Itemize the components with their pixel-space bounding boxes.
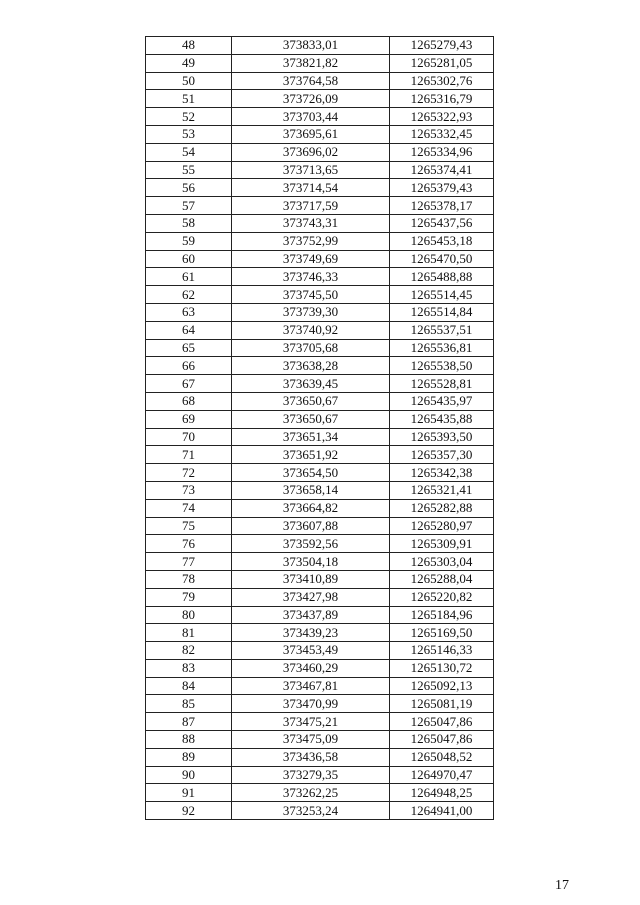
y-coordinate-cell: 1265514,84 — [390, 303, 494, 321]
x-coordinate-cell: 373475,21 — [232, 713, 390, 731]
table-row — [146, 606, 494, 624]
x-coordinate-cell: 373705,68 — [232, 339, 390, 357]
table-row — [146, 37, 494, 55]
point-number-cell: 61 — [146, 268, 232, 286]
y-coordinate-cell: 1265047,86 — [390, 713, 494, 731]
y-coordinate-cell: 1265342,38 — [390, 464, 494, 482]
y-coordinate-cell: 1265184,96 — [390, 606, 494, 624]
table-row — [146, 499, 494, 517]
y-coordinate-cell: 1264948,25 — [390, 784, 494, 802]
table-row — [146, 357, 494, 375]
point-number-cell: 78 — [146, 570, 232, 588]
x-coordinate-cell: 373650,67 — [232, 410, 390, 428]
y-coordinate-cell: 1265048,52 — [390, 748, 494, 766]
point-number-cell: 73 — [146, 481, 232, 499]
y-coordinate-cell: 1265393,50 — [390, 428, 494, 446]
table-row — [146, 481, 494, 499]
y-coordinate-cell: 1265092,13 — [390, 677, 494, 695]
table-row — [146, 642, 494, 660]
y-coordinate-cell: 1265280,97 — [390, 517, 494, 535]
x-coordinate-cell: 373752,99 — [232, 232, 390, 250]
y-coordinate-cell: 1265537,51 — [390, 321, 494, 339]
table-row — [146, 232, 494, 250]
table-row — [146, 713, 494, 731]
table-row — [146, 428, 494, 446]
x-coordinate-cell: 373592,56 — [232, 535, 390, 553]
point-number-cell: 53 — [146, 125, 232, 143]
y-coordinate-cell: 1265321,41 — [390, 481, 494, 499]
y-coordinate-cell: 1265379,43 — [390, 179, 494, 197]
point-number-cell: 88 — [146, 731, 232, 749]
x-coordinate-cell: 373650,67 — [232, 392, 390, 410]
y-coordinate-cell: 1265435,97 — [390, 392, 494, 410]
table-row — [146, 268, 494, 286]
point-number-cell: 64 — [146, 321, 232, 339]
y-coordinate-cell: 1265378,17 — [390, 197, 494, 215]
y-coordinate-cell: 1265309,91 — [390, 535, 494, 553]
point-number-cell: 92 — [146, 802, 232, 820]
y-coordinate-cell: 1265453,18 — [390, 232, 494, 250]
x-coordinate-cell: 373696,02 — [232, 143, 390, 161]
x-coordinate-cell: 373746,33 — [232, 268, 390, 286]
point-number-cell: 62 — [146, 286, 232, 304]
x-coordinate-cell: 373749,69 — [232, 250, 390, 268]
x-coordinate-cell: 373745,50 — [232, 286, 390, 304]
table-row — [146, 464, 494, 482]
point-number-cell: 71 — [146, 446, 232, 464]
point-number-cell: 59 — [146, 232, 232, 250]
table-row — [146, 375, 494, 393]
table-row — [146, 125, 494, 143]
point-number-cell: 55 — [146, 161, 232, 179]
point-number-cell: 81 — [146, 624, 232, 642]
point-number-cell: 90 — [146, 766, 232, 784]
point-number-cell: 56 — [146, 179, 232, 197]
y-coordinate-cell: 1265538,50 — [390, 357, 494, 375]
y-coordinate-cell: 1265146,33 — [390, 642, 494, 660]
table-row — [146, 303, 494, 321]
y-coordinate-cell: 1265514,45 — [390, 286, 494, 304]
point-number-cell: 66 — [146, 357, 232, 375]
x-coordinate-cell: 373739,30 — [232, 303, 390, 321]
x-coordinate-cell: 373470,99 — [232, 695, 390, 713]
y-coordinate-cell: 1265374,41 — [390, 161, 494, 179]
coordinate-table — [145, 36, 494, 820]
x-coordinate-cell: 373726,09 — [232, 90, 390, 108]
point-number-cell: 54 — [146, 143, 232, 161]
y-coordinate-cell: 1265282,88 — [390, 499, 494, 517]
point-number-cell: 84 — [146, 677, 232, 695]
x-coordinate-cell: 373713,65 — [232, 161, 390, 179]
table-row — [146, 410, 494, 428]
point-number-cell: 63 — [146, 303, 232, 321]
point-number-cell: 58 — [146, 214, 232, 232]
x-coordinate-cell: 373607,88 — [232, 517, 390, 535]
table-row — [146, 321, 494, 339]
point-number-cell: 60 — [146, 250, 232, 268]
x-coordinate-cell: 373436,58 — [232, 748, 390, 766]
y-coordinate-cell: 1265279,43 — [390, 37, 494, 55]
table-row — [146, 677, 494, 695]
point-number-cell: 91 — [146, 784, 232, 802]
table-row — [146, 108, 494, 126]
coordinate-table-body — [146, 37, 494, 820]
y-coordinate-cell: 1265303,04 — [390, 553, 494, 571]
x-coordinate-cell: 373654,50 — [232, 464, 390, 482]
x-coordinate-cell: 373695,61 — [232, 125, 390, 143]
point-number-cell: 69 — [146, 410, 232, 428]
table-row — [146, 72, 494, 90]
y-coordinate-cell: 1265470,50 — [390, 250, 494, 268]
y-coordinate-cell: 1265437,56 — [390, 214, 494, 232]
x-coordinate-cell: 373279,35 — [232, 766, 390, 784]
x-coordinate-cell: 373638,28 — [232, 357, 390, 375]
y-coordinate-cell: 1265357,30 — [390, 446, 494, 464]
x-coordinate-cell: 373703,44 — [232, 108, 390, 126]
y-coordinate-cell: 1265536,81 — [390, 339, 494, 357]
y-coordinate-cell: 1265435,88 — [390, 410, 494, 428]
y-coordinate-cell: 1265316,79 — [390, 90, 494, 108]
table-row — [146, 748, 494, 766]
table-row — [146, 588, 494, 606]
x-coordinate-cell: 373475,09 — [232, 731, 390, 749]
table-row — [146, 446, 494, 464]
x-coordinate-cell: 373504,18 — [232, 553, 390, 571]
x-coordinate-cell: 373714,54 — [232, 179, 390, 197]
y-coordinate-cell: 1265332,45 — [390, 125, 494, 143]
point-number-cell: 52 — [146, 108, 232, 126]
x-coordinate-cell: 373833,01 — [232, 37, 390, 55]
x-coordinate-cell: 373664,82 — [232, 499, 390, 517]
table-row — [146, 766, 494, 784]
point-number-cell: 79 — [146, 588, 232, 606]
table-row — [146, 731, 494, 749]
x-coordinate-cell: 373743,31 — [232, 214, 390, 232]
x-coordinate-cell: 373821,82 — [232, 54, 390, 72]
y-coordinate-cell: 1265302,76 — [390, 72, 494, 90]
y-coordinate-cell: 1265047,86 — [390, 731, 494, 749]
point-number-cell: 75 — [146, 517, 232, 535]
point-number-cell: 48 — [146, 37, 232, 55]
x-coordinate-cell: 373740,92 — [232, 321, 390, 339]
point-number-cell: 50 — [146, 72, 232, 90]
x-coordinate-cell: 373460,29 — [232, 659, 390, 677]
x-coordinate-cell: 373717,59 — [232, 197, 390, 215]
x-coordinate-cell: 373658,14 — [232, 481, 390, 499]
y-coordinate-cell: 1265081,19 — [390, 695, 494, 713]
table-row — [146, 535, 494, 553]
point-number-cell: 87 — [146, 713, 232, 731]
table-row — [146, 517, 494, 535]
table-row — [146, 570, 494, 588]
table-row — [146, 161, 494, 179]
point-number-cell: 49 — [146, 54, 232, 72]
point-number-cell: 65 — [146, 339, 232, 357]
x-coordinate-cell: 373639,45 — [232, 375, 390, 393]
point-number-cell: 72 — [146, 464, 232, 482]
table-row — [146, 214, 494, 232]
table-row — [146, 784, 494, 802]
y-coordinate-cell: 1265281,05 — [390, 54, 494, 72]
point-number-cell: 67 — [146, 375, 232, 393]
y-coordinate-cell: 1264941,00 — [390, 802, 494, 820]
x-coordinate-cell: 373439,23 — [232, 624, 390, 642]
x-coordinate-cell: 373427,98 — [232, 588, 390, 606]
x-coordinate-cell: 373410,89 — [232, 570, 390, 588]
table-row — [146, 392, 494, 410]
y-coordinate-cell: 1265288,04 — [390, 570, 494, 588]
table-row — [146, 695, 494, 713]
table-row — [146, 624, 494, 642]
page-number: 17 — [555, 878, 569, 893]
point-number-cell: 82 — [146, 642, 232, 660]
point-number-cell: 76 — [146, 535, 232, 553]
point-number-cell: 51 — [146, 90, 232, 108]
y-coordinate-cell: 1265220,82 — [390, 588, 494, 606]
y-coordinate-cell: 1265528,81 — [390, 375, 494, 393]
point-number-cell: 57 — [146, 197, 232, 215]
table-row — [146, 286, 494, 304]
point-number-cell: 83 — [146, 659, 232, 677]
x-coordinate-cell: 373253,24 — [232, 802, 390, 820]
table-row — [146, 54, 494, 72]
x-coordinate-cell: 373262,25 — [232, 784, 390, 802]
x-coordinate-cell: 373651,34 — [232, 428, 390, 446]
table-row — [146, 802, 494, 820]
point-number-cell: 89 — [146, 748, 232, 766]
table-row — [146, 250, 494, 268]
point-number-cell: 85 — [146, 695, 232, 713]
table-row — [146, 197, 494, 215]
point-number-cell: 77 — [146, 553, 232, 571]
table-row — [146, 179, 494, 197]
x-coordinate-cell: 373467,81 — [232, 677, 390, 695]
table-row — [146, 659, 494, 677]
y-coordinate-cell: 1264970,47 — [390, 766, 494, 784]
table-row — [146, 553, 494, 571]
point-number-cell: 68 — [146, 392, 232, 410]
y-coordinate-cell: 1265334,96 — [390, 143, 494, 161]
y-coordinate-cell: 1265488,88 — [390, 268, 494, 286]
y-coordinate-cell: 1265169,50 — [390, 624, 494, 642]
x-coordinate-cell: 373437,89 — [232, 606, 390, 624]
point-number-cell: 70 — [146, 428, 232, 446]
table-row — [146, 90, 494, 108]
x-coordinate-cell: 373651,92 — [232, 446, 390, 464]
x-coordinate-cell: 373764,58 — [232, 72, 390, 90]
x-coordinate-cell: 373453,49 — [232, 642, 390, 660]
y-coordinate-cell: 1265322,93 — [390, 108, 494, 126]
point-number-cell: 74 — [146, 499, 232, 517]
point-number-cell: 80 — [146, 606, 232, 624]
table-row — [146, 339, 494, 357]
table-row — [146, 143, 494, 161]
y-coordinate-cell: 1265130,72 — [390, 659, 494, 677]
